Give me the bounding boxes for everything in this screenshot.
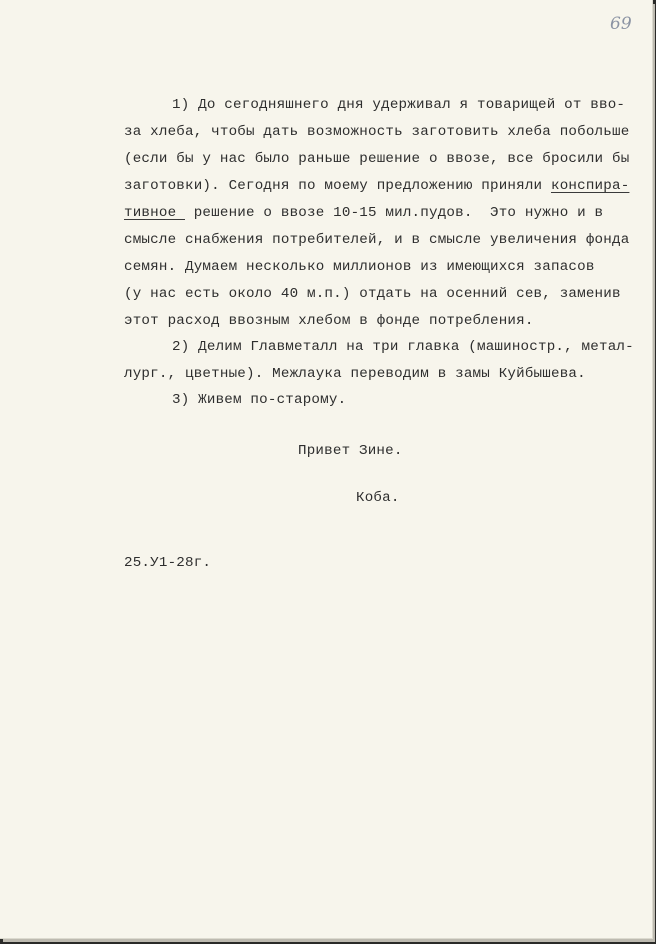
text-line: 3) Живем по-старому. <box>172 392 347 408</box>
signature: Коба. <box>356 490 400 506</box>
text-segment: заготовки). Сегодня по моему предложению приняли <box>124 178 551 194</box>
text-line: 2) Делим Главметалл на три главка (машиностр., метал- <box>172 339 634 355</box>
text-line: 1) До сегодняшнего дня удерживал я товарищей от вво- <box>172 97 626 113</box>
text-line: (у нас есть около 40 м.п.) отдать на осенний сев, заменив <box>124 286 621 302</box>
text-line <box>124 178 629 194</box>
underlined-word: конспира- <box>550 178 630 194</box>
text-line: (если бы у нас было раньше решение о ввозе, все бросили бы <box>124 151 630 167</box>
text-segment: решение о ввозе 10-15 мил.пудов. Это нужно и в <box>185 205 604 221</box>
text-line: смысле снабжения потребителей, и в смысле увеличения фонда <box>124 232 630 248</box>
page-number: 69 <box>610 14 632 34</box>
text-line <box>124 205 603 221</box>
greeting: Привет Зине. <box>298 443 403 459</box>
date: 25.У1-28г. <box>124 555 212 571</box>
text-line: лург., цветные). Межлаука переводим в замы Куйбышева. <box>124 366 586 382</box>
text-line: за хлеба, чтобы дать возможность заготовить хлеба побольше <box>124 124 630 140</box>
text-line: семян. Думаем несколько миллионов из имеющихся запасов <box>124 259 595 275</box>
underlined-word: тивное <box>124 205 185 221</box>
text-line: этот расход ввозным хлебом в фонде потребления. <box>124 313 534 329</box>
